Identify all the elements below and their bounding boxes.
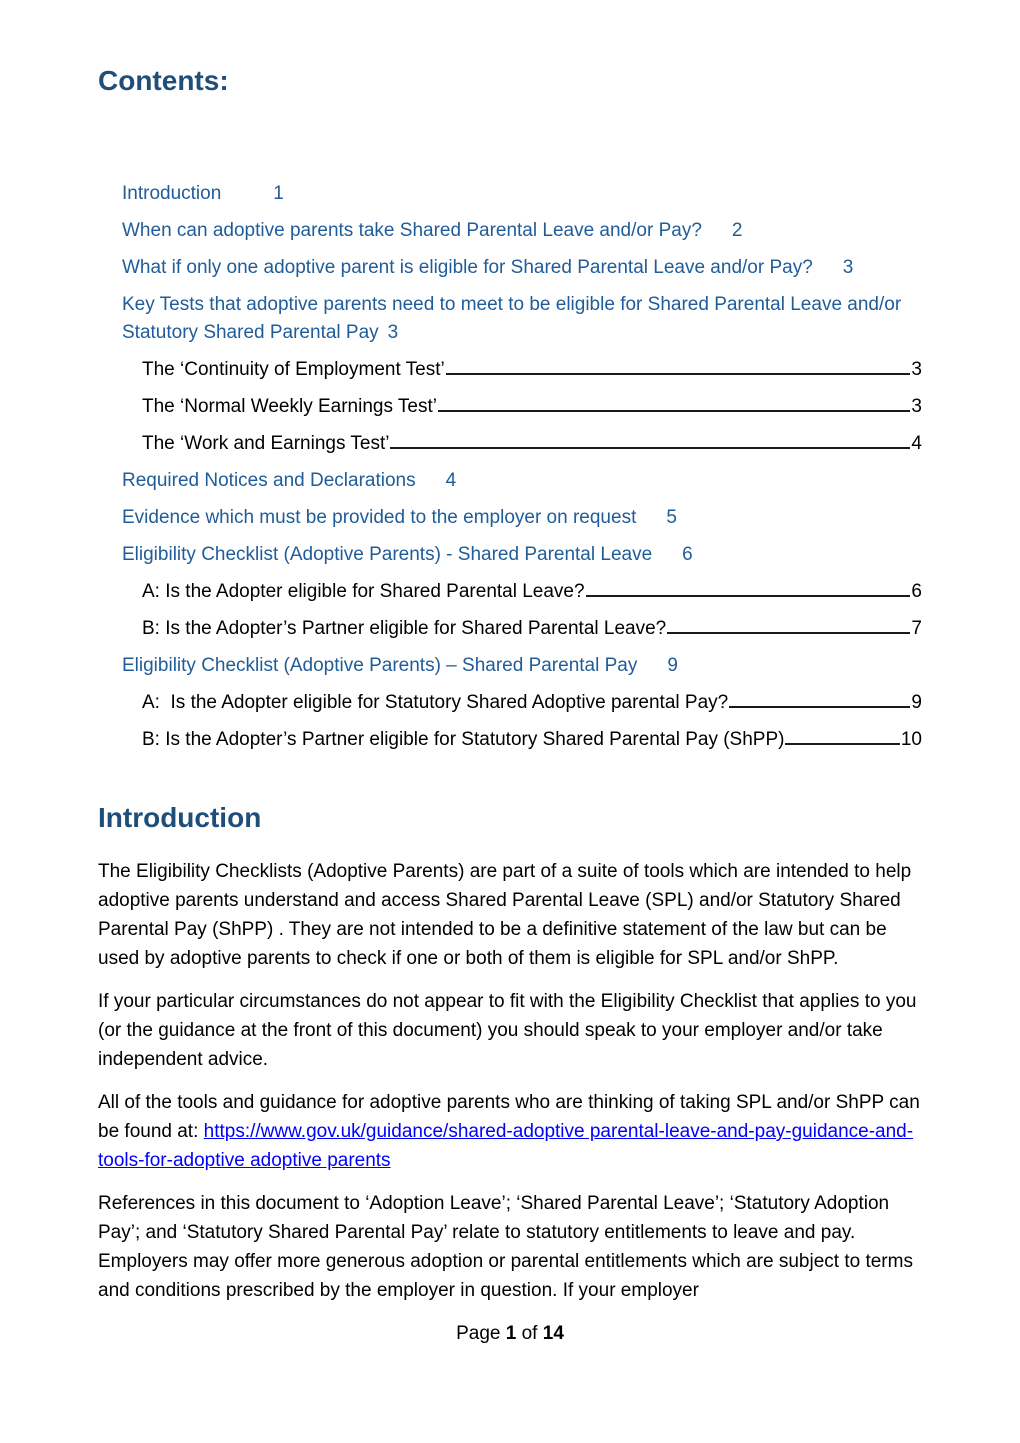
toc-page-number: 4 xyxy=(911,433,922,454)
toc-page-number: 7 xyxy=(911,618,922,639)
toc-entry-eligibility-checklist-pay[interactable] xyxy=(98,652,922,680)
underscore-leader xyxy=(586,595,911,597)
page-footer xyxy=(98,1319,922,1348)
underscore-leader xyxy=(785,743,899,745)
intro-paragraph-2: If your particular circumstances do not appear to fit with the Eligibility Checklist that applies to you (or the guidance at the front of this document) you should speak to your employer and/or take independent advice. xyxy=(98,991,917,1070)
toc-entry-adopter-eligible-pay xyxy=(98,689,922,717)
underscore-leader xyxy=(438,410,910,412)
toc-entry-label: Required Notices and Declarations xyxy=(122,470,416,491)
underscore-leader xyxy=(390,447,910,449)
toc-page-number: 9 xyxy=(667,655,678,676)
toc-entry-what-if-only-one[interactable] xyxy=(98,254,922,282)
toc-page-number: 4 xyxy=(445,470,457,491)
toc-entry-label: B: Is the Adopter’s Partner eligible for Shared Parental Leave? xyxy=(142,618,667,639)
intro-paragraph-3-lead: All of the tools and guidance for adoptive parents who are thinking of taking SPL and/or ShPP can be found at: xyxy=(98,1092,920,1142)
toc-page-number: 2 xyxy=(731,220,743,241)
toc-entry-label: The ‘Work and Earnings Test’ xyxy=(142,433,390,454)
toc-entry-label: What if only one adoptive parent is eligible for Shared Parental Leave and/or Pay? xyxy=(122,257,813,278)
toc-page-number: 3 xyxy=(911,396,922,417)
toc-entry-label: A: Is the Adopter eligible for Statutory Shared Adoptive parental Pay? xyxy=(142,692,729,713)
toc-page-number: 9 xyxy=(911,692,922,713)
footer-of-label: of xyxy=(521,1323,538,1344)
toc-entry-continuity-test xyxy=(98,356,922,384)
toc-entry-label: The ‘Continuity of Employment Test’ xyxy=(142,359,445,380)
intro-paragraph-3 xyxy=(98,1088,922,1175)
toc-entry-label: Eligibility Checklist (Adoptive Parents) - Shared Parental Leave xyxy=(122,544,653,565)
toc-entry-label: The ‘Normal Weekly Earnings Test’ xyxy=(142,396,437,417)
underscore-leader xyxy=(446,373,911,375)
introduction-heading: Introduction xyxy=(98,802,262,833)
toc-page-number: 3 xyxy=(387,322,399,343)
underscore-leader xyxy=(729,706,910,708)
toc-entry-label: A: Is the Adopter eligible for Shared Parental Leave? xyxy=(142,581,585,602)
toc-entry-label: When can adoptive parents take Shared Parental Leave and/or Pay? xyxy=(122,220,702,241)
toc-entry-key-tests[interactable] xyxy=(98,291,922,347)
toc-entry-evidence[interactable] xyxy=(98,504,922,532)
contents-heading: Contents: xyxy=(98,65,229,96)
toc-entry-when-can[interactable] xyxy=(98,217,922,245)
footer-total-pages: 14 xyxy=(542,1323,564,1344)
toc-page-number: 5 xyxy=(666,507,677,528)
table-of-contents xyxy=(98,180,922,754)
toc-entry-label: Introduction xyxy=(122,183,222,204)
intro-paragraph-4: References in this document to ‘Adoption Leave’; ‘Shared Parental Leave’; ‘Statutory Adoption Pay’; and ‘Statutory Shared Parental Pay’ relate to statutory entitlements to leave and pay. Employers may offer more generous adoption or parental entitlements which are subject to terms and conditions prescribed by the employer in question. If your employer xyxy=(98,1193,913,1301)
footer-page-label: Page xyxy=(456,1323,501,1344)
toc-entry-label: Eligibility Checklist (Adoptive Parents) – Shared Parental Pay xyxy=(122,655,638,676)
toc-page-number: 3 xyxy=(911,359,922,380)
toc-entry-partner-eligible-leave xyxy=(98,615,922,643)
underscore-leader xyxy=(667,632,910,634)
guidance-link[interactable]: https://www.gov.uk/guidance/shared-adoptive parental-leave-and-pay-guidance-and-tools-for-adoptive adoptive parents xyxy=(98,1121,914,1171)
toc-entry-label: Key Tests that adoptive parents need to meet to be eligible for Shared Parental Leave and/or Statutory Shared Parental Pay xyxy=(122,294,907,343)
toc-page-number: 3 xyxy=(842,257,854,278)
toc-entry-eligibility-checklist-leave[interactable] xyxy=(98,541,922,569)
toc-entry-partner-eligible-pay xyxy=(98,726,922,754)
toc-entry-work-and-earnings-test xyxy=(98,430,922,458)
toc-entry-label: B: Is the Adopter’s Partner eligible for Statutory Shared Parental Pay (ShPP) xyxy=(142,729,785,750)
introduction-section xyxy=(98,857,922,1305)
toc-entry-introduction[interactable] xyxy=(98,180,922,208)
footer-page-number: 1 xyxy=(505,1323,517,1344)
toc-page-number: 10 xyxy=(900,729,922,750)
toc-entry-adopter-eligible-leave xyxy=(98,578,922,606)
toc-page-number: 6 xyxy=(682,544,693,565)
toc-entry-normal-weekly-earnings-test xyxy=(98,393,922,421)
toc-page-number: 6 xyxy=(911,581,922,602)
toc-page-number: 1 xyxy=(273,183,284,204)
toc-entry-label: Evidence which must be provided to the employer on request xyxy=(122,507,637,528)
intro-paragraph-1: The Eligibility Checklists (Adoptive Parents) are part of a suite of tools which are intended to help adoptive parents understand and access Shared Parental Leave (SPL) and/or Statutory Shared Parental Pay (ShPP) . They are not intended to be a definitive statement of the law but can be used by adoptive parents to check if one or both of them is eligible for SPL and/or ShPP. xyxy=(98,861,912,969)
toc-entry-required-notices[interactable] xyxy=(98,467,922,495)
